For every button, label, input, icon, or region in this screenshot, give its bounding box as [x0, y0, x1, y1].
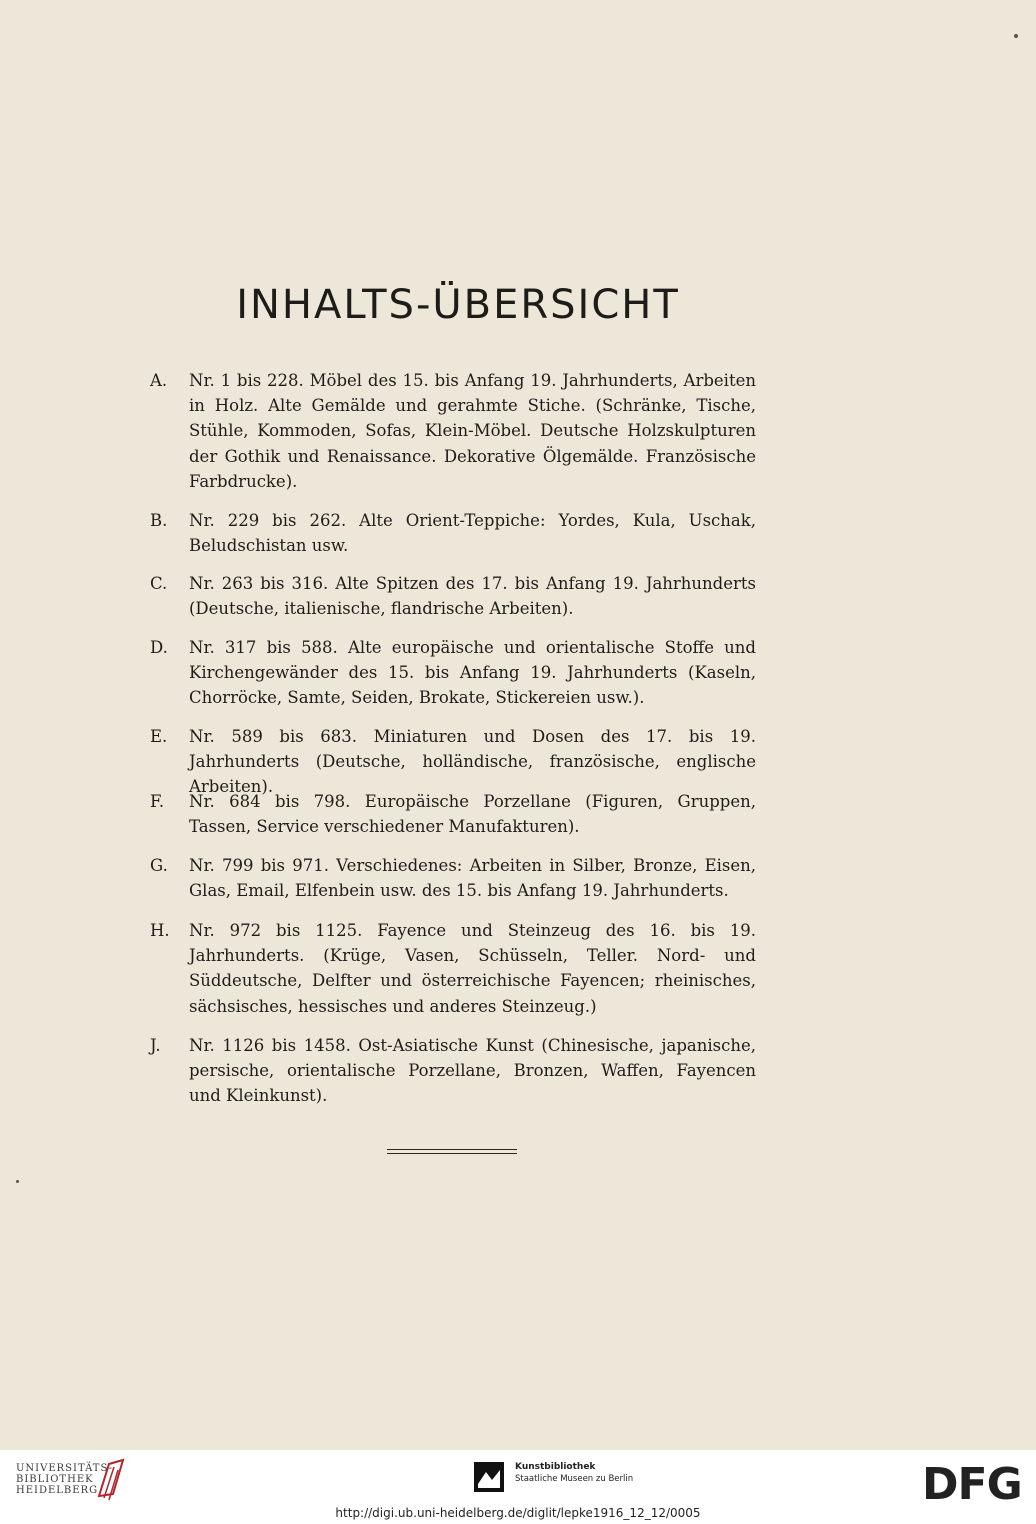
- entry-letter: A.: [150, 371, 168, 390]
- toc-entry-c: [150, 571, 756, 621]
- scan-speck: [1014, 34, 1018, 38]
- entry-letter: E.: [150, 727, 168, 746]
- entry-text: Nr. 229 bis 262. Alte Orient-Teppiche: Yordes, Kula, Uschak, Beludschistan usw.: [189, 511, 756, 556]
- kb-name: Kunstbibliothek: [515, 1462, 596, 1472]
- library-name-line: BIBLIOTHEK: [16, 1474, 94, 1485]
- entry-letter: G.: [150, 856, 168, 875]
- entry-letter: B.: [150, 511, 168, 530]
- entry-letter: F.: [150, 792, 165, 811]
- kunstbibliothek-label[interactable]: [515, 1461, 633, 1485]
- entry-text: Nr. 1 bis 228. Möbel des 15. bis Anfang 19. Jahrhunderts, Arbeiten in Holz. Alte Gemälde und gerahmte Stiche. (Schränke, Tische, Stühle, Kommoden, Sofas, Klein-Möbel. Deutsche Holzskulpturen der Gothik und Renaissance. Dekorative Ölgemälde. Französische Farbdrucke).: [189, 371, 756, 491]
- toc-entry-d: [150, 635, 756, 711]
- entry-text: Nr. 1126 bis 1458. Ost-Asiatische Kunst (Chinesische, japanische, persische, orientalische Porzellane, Bronzen, Waffen, Fayencen und Kleinkunst).: [189, 1036, 756, 1106]
- toc-entry-f: [150, 789, 756, 839]
- kb-subtitle: Staatliche Museen zu Berlin: [515, 1474, 634, 1484]
- permalink[interactable]: http://digi.ub.uni-heidelberg.de/diglit/lepke1916_12_12/0005: [335, 1506, 701, 1520]
- library-emblem-icon: [95, 1458, 127, 1502]
- entry-text: Nr. 589 bis 683. Miniaturen und Dosen des 17. bis 19. Jahrhunderts (Deutsche, holländische, französische, englische Arbeiten).: [189, 727, 756, 797]
- closing-rule-thin: [387, 1153, 517, 1154]
- toc-entry-a: [150, 368, 756, 494]
- closing-rule: [387, 1149, 517, 1150]
- page-title: INHALTS-ÜBERSICHT: [236, 282, 680, 328]
- entry-text: Nr. 317 bis 588. Alte europäische und orientalische Stoffe und Kirchengewänder des 15. bis Anfang 19. Jahrhunderts (Kaseln, Chorröcke, Samte, Seiden, Brokate, Stickereien usw.).: [189, 638, 756, 708]
- entry-text: Nr. 799 bis 971. Verschiedenes: Arbeiten in Silber, Bronze, Eisen, Glas, Email, Elfenbein usw. des 15. bis Anfang 19. Jahrhunderts.: [189, 856, 756, 901]
- kunstbibliothek-logo-icon: [474, 1462, 504, 1492]
- toc-entry-j: [150, 1033, 756, 1109]
- scan-speck: [16, 1180, 19, 1183]
- entry-text: Nr. 684 bis 798. Europäische Porzellane (Figuren, Gruppen, Tassen, Service verschiedener Manufakturen).: [189, 792, 756, 837]
- entry-text: Nr. 972 bis 1125. Fayence und Steinzeug des 16. bis 19. Jahrhunderts. (Krüge, Vasen, Schüsseln, Teller. Nord- und Süddeutsche, Delfter und österreichische Fayencen; rheinisches, sächsisches, hessisches und anderes Steinzeug.): [189, 921, 756, 1016]
- toc-entry-b: [150, 508, 756, 558]
- toc-entry-h: [150, 918, 756, 1019]
- toc-entry-g: [150, 853, 756, 903]
- entry-letter: J.: [150, 1036, 161, 1055]
- library-name-line: HEIDELBERG: [16, 1485, 99, 1496]
- entry-text: Nr. 263 bis 316. Alte Spitzen des 17. bis Anfang 19. Jahrhunderts (Deutsche, italienische, flandrische Arbeiten).: [189, 574, 756, 619]
- library-name-line: UNIVERSITÄTS-: [16, 1463, 114, 1474]
- entry-letter: C.: [150, 574, 168, 593]
- dfg-logo[interactable]: DFG: [922, 1459, 1022, 1510]
- entry-letter: D.: [150, 638, 168, 657]
- entry-letter: H.: [150, 921, 170, 940]
